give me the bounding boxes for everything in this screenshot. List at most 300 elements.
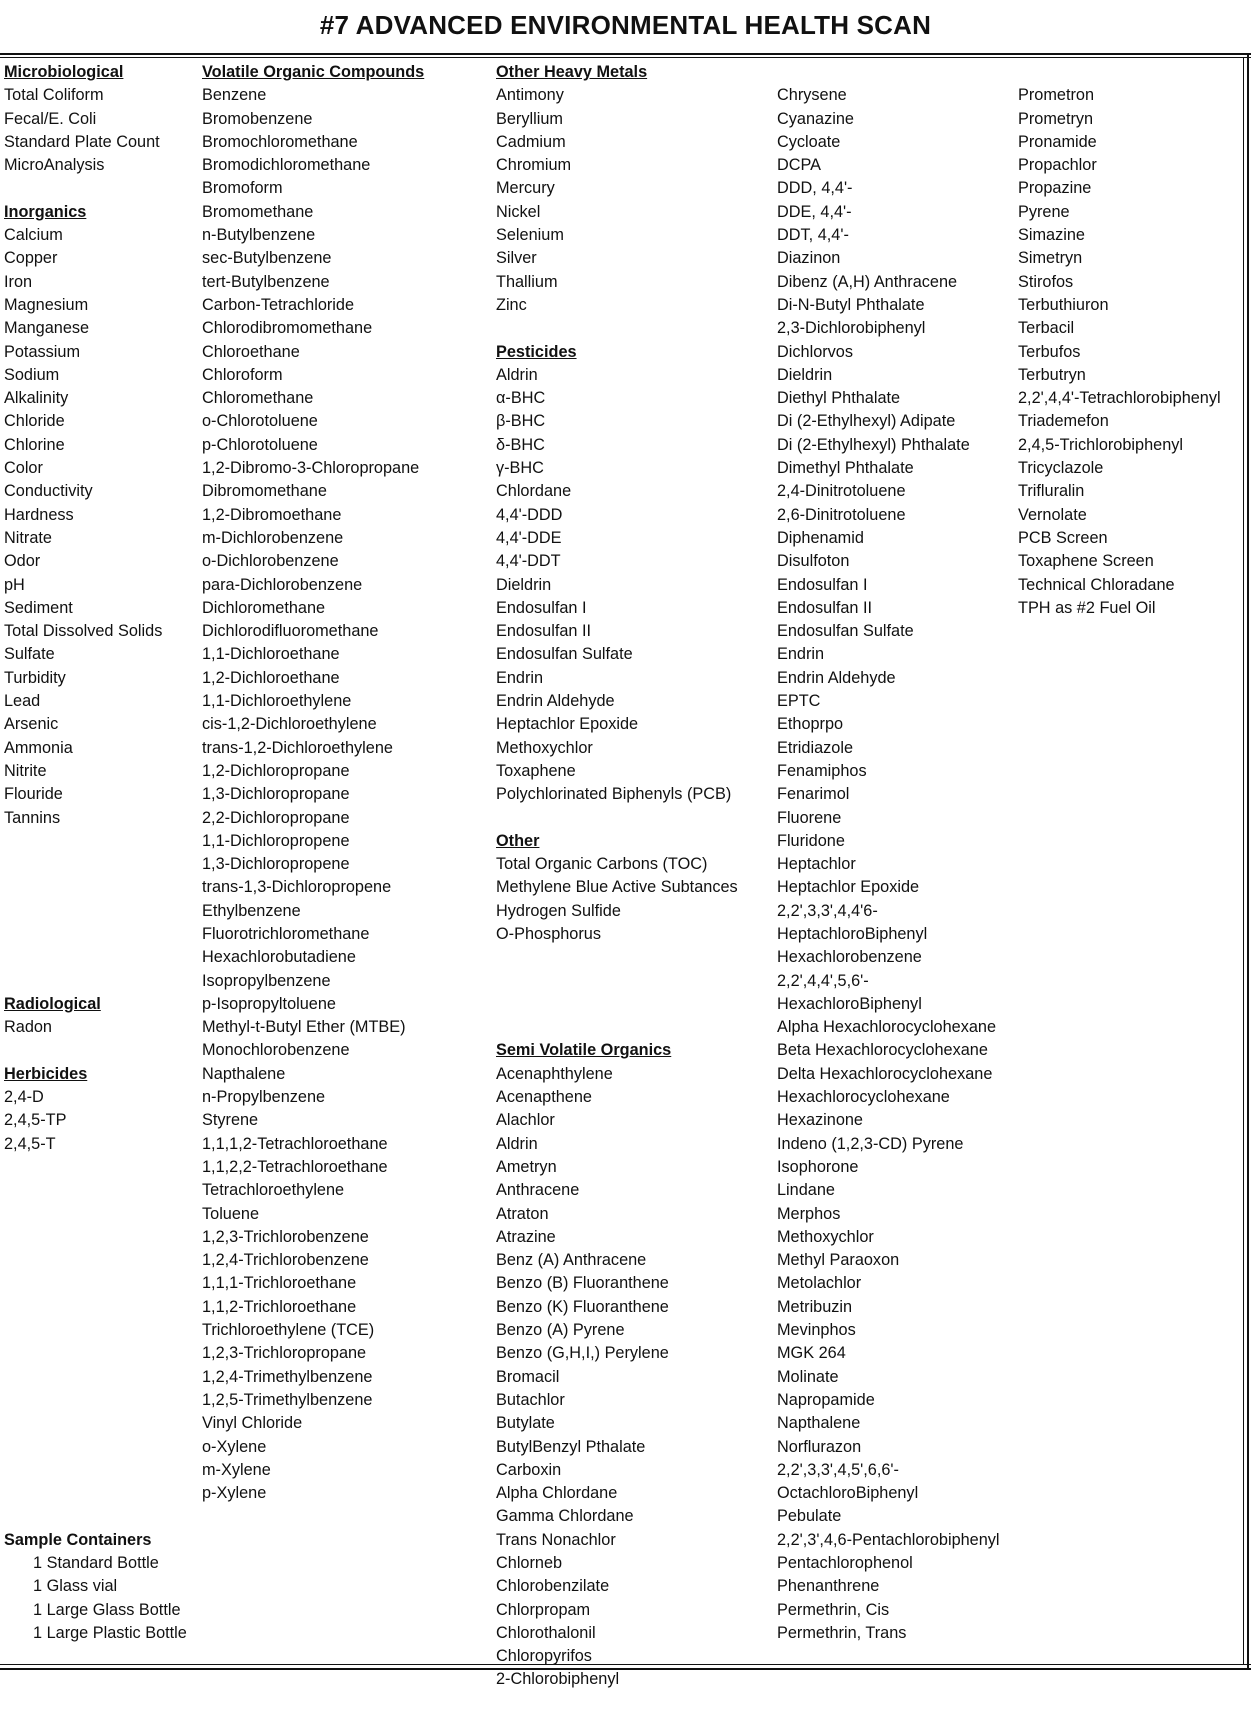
list-item: Ametryn	[496, 1157, 557, 1176]
list-item: 1,2-Dibromo-3-Chloropropane	[202, 459, 420, 478]
spacer-row	[4, 1203, 187, 1226]
list-item: Chlordane	[496, 482, 572, 501]
list-item: Trichloroethylene (TCE)	[202, 1321, 375, 1340]
list-item: m-Dichlorobenzene	[202, 528, 344, 547]
list-item: Vernolate	[1018, 505, 1087, 524]
list-item: 2,2',3,3',4,4'6-	[777, 901, 878, 920]
list-item: sec-Butylbenzene	[202, 249, 332, 268]
list-item: Pronamide	[1018, 132, 1097, 151]
list-item: Tetrachloroethylene	[202, 1181, 345, 1200]
list-item: Heptachlor	[777, 855, 856, 874]
list-item: Alkalinity	[4, 389, 69, 408]
list-item: Fluorotrichloromethane	[202, 924, 370, 943]
section-heading: Inorganics	[4, 202, 87, 221]
list-item: Chlorneb	[496, 1554, 563, 1572]
list-item: Benzo (A) Pyrene	[496, 1321, 625, 1340]
list-item: Endosulfan I	[777, 575, 868, 594]
spacer-row	[4, 830, 187, 853]
spacer-row	[4, 1296, 187, 1319]
list-item: Endosulfan Sulfate	[496, 645, 633, 664]
list-item: Cyanazine	[777, 109, 854, 128]
list-item: Dibenz (A,H) Anthracene	[777, 272, 958, 291]
list-item: o-Dichlorobenzene	[202, 552, 339, 571]
spacer-row	[4, 1249, 187, 1272]
spacer-row	[4, 1436, 187, 1459]
list-item: Ethoprpo	[777, 715, 844, 734]
list-item: Antimony	[496, 86, 564, 105]
list-item: 2,2',4,4',5,6'-	[777, 971, 869, 990]
list-item: trans-1,2-Dichloroethylene	[202, 738, 393, 757]
list-item: trans-1,3-Dichloropropene	[202, 878, 392, 897]
list-item: Odor	[4, 552, 41, 571]
list-item: Turbidity	[4, 668, 66, 687]
list-item: Selenium	[496, 226, 564, 245]
list-item: para-Dichlorobenzene	[202, 575, 363, 594]
list-item: 1,1,2,2-Tetrachloroethane	[202, 1157, 388, 1176]
list-item: Cycloate	[777, 132, 841, 151]
spacer-row	[4, 1505, 187, 1528]
list-item: Bromoform	[202, 179, 283, 198]
list-item: Metribuzin	[777, 1297, 853, 1316]
list-item: 1,1-Dichloroethane	[202, 645, 340, 664]
list-item: 1,3-Dichloropropene	[202, 855, 350, 874]
list-item: o-Xylene	[202, 1437, 267, 1456]
list-item: Sodium	[4, 365, 60, 384]
list-item: 2,2',4,4'-Tetrachlorobiphenyl	[1018, 389, 1221, 408]
list-item: β-BHC	[496, 412, 546, 431]
list-item: Cadmium	[496, 132, 566, 151]
list-item: Flouride	[4, 785, 63, 804]
list-item: p-Chlorotoluene	[202, 435, 318, 454]
spacer-row	[4, 970, 187, 993]
list-item: Vinyl Chloride	[202, 1414, 303, 1433]
list-item: Bromacil	[496, 1367, 560, 1386]
list-item: Chloropyrifos	[496, 1647, 592, 1666]
spacer-row	[4, 876, 187, 899]
list-item: Atraton	[496, 1204, 549, 1223]
list-item: Fenarimol	[777, 785, 850, 804]
list-item: Chromium	[496, 156, 572, 175]
list-item: Stirofos	[1018, 272, 1074, 291]
list-item: 2,4,5-TP	[4, 1111, 67, 1130]
spacer-row	[4, 1272, 187, 1295]
list-item: Nitrite	[4, 761, 47, 780]
list-item: 2,4-D	[4, 1088, 44, 1107]
section-heading: Radiological	[4, 994, 101, 1013]
list-item: Lead	[4, 692, 41, 711]
spacer-row	[496, 807, 738, 830]
list-item: Diazinon	[777, 249, 841, 268]
list-item: Silver	[496, 249, 537, 268]
list-item: Bromobenzene	[202, 109, 313, 128]
list-item: Butachlor	[496, 1390, 565, 1409]
list-item: Fecal/E. Coli	[4, 109, 97, 128]
list-item: Endosulfan Sulfate	[777, 622, 914, 641]
list-item: Acenaphthylene	[496, 1064, 613, 1083]
list-item: HexachloroBiphenyl	[777, 994, 922, 1013]
list-item: 2,2',3,3',4,5',6,6'-	[777, 1460, 899, 1479]
list-item: Potassium	[4, 342, 81, 361]
list-item: Trans Nonachlor	[496, 1530, 616, 1549]
list-item: Calcium	[4, 226, 63, 245]
list-item: Bromochloromethane	[202, 132, 358, 151]
list-item: m-Xylene	[202, 1460, 271, 1479]
list-item: Endosulfan I	[496, 598, 587, 617]
list-item: EPTC	[777, 692, 821, 711]
list-item: Hexachlorobenzene	[777, 948, 922, 967]
list-item: Benzo (G,H,I,) Perylene	[496, 1344, 669, 1363]
list-item: Iron	[4, 272, 33, 291]
list-item: Ethylbenzene	[202, 901, 301, 920]
list-item: tert-Butylbenzene	[202, 272, 330, 291]
spacer-row	[496, 970, 738, 993]
container-item: 1 Large Glass Bottle	[33, 1600, 181, 1619]
list-item: 1,2,3-Trichloropropane	[202, 1344, 367, 1363]
list-item: Benzo (B) Fluoranthene	[496, 1274, 669, 1293]
list-item: Magnesium	[4, 295, 89, 314]
spacer-row	[4, 853, 187, 876]
list-item: 1,1-Dichloropropene	[202, 831, 350, 850]
list-item: Total Coliform	[4, 86, 104, 105]
list-item: Isopropylbenzene	[202, 971, 331, 990]
list-item: pH	[4, 575, 25, 594]
list-item: Nitrate	[4, 528, 52, 547]
list-item: Heptachlor Epoxide	[777, 878, 920, 897]
list-item: Hexachlorocyclohexane	[777, 1088, 950, 1107]
list-item: Pyrene	[1018, 202, 1070, 221]
spacer-row	[4, 1319, 187, 1342]
list-item: Alachlor	[496, 1111, 555, 1130]
list-item: Gamma Chlordane	[496, 1507, 634, 1526]
list-item: Manganese	[4, 319, 90, 338]
list-item: DDE, 4,4'-	[777, 202, 852, 221]
list-item: Bromodichloromethane	[202, 156, 371, 175]
spacer-row	[4, 1179, 187, 1202]
list-item: 1,2,4-Trimethylbenzene	[202, 1367, 373, 1386]
list-item: O-Phosphorus	[496, 924, 601, 943]
list-item: Dichloromethane	[202, 598, 326, 617]
list-item: 2-Chlorobiphenyl	[496, 1670, 620, 1689]
list-item: Endrin Aldehyde	[777, 668, 896, 687]
list-item: Beryllium	[496, 109, 563, 128]
spacer-row	[1018, 61, 1221, 84]
list-item: 2,2-Dichloropropane	[202, 808, 350, 827]
top-border-line	[0, 53, 1251, 55]
section-heading: Semi Volatile Organics	[496, 1041, 672, 1060]
list-item: Chrysene	[777, 86, 847, 105]
list-item: 1,1,1,2-Tetrachloroethane	[202, 1134, 388, 1153]
list-item: Chlorodibromomethane	[202, 319, 373, 338]
list-item: Hydrogen Sulfide	[496, 901, 621, 920]
column-microbiological-inorganics	[4, 61, 187, 1645]
spacer-row	[4, 946, 187, 969]
list-item: Endosulfan II	[496, 622, 592, 641]
list-item: Beta Hexachlorocyclohexane	[777, 1041, 988, 1060]
list-item: Napthalene	[777, 1414, 861, 1433]
list-item: Aldrin	[496, 365, 538, 384]
list-item: 1,2-Dibromoethane	[202, 505, 342, 524]
list-item: Carboxin	[496, 1460, 562, 1479]
list-item: Etridiazole	[777, 738, 854, 757]
spacer-row	[496, 1016, 738, 1039]
list-item: Anthracene	[496, 1181, 580, 1200]
spacer-row	[496, 946, 738, 969]
list-item: Toxaphene	[496, 761, 576, 780]
list-item: Fenamiphos	[777, 761, 867, 780]
list-item: Methylene Blue Active Subtances	[496, 878, 738, 897]
list-item: Diphenamid	[777, 528, 864, 547]
list-item: Trifluralin	[1018, 482, 1085, 501]
list-item: 2,2',3',4,6-Pentachlorobiphenyl	[777, 1530, 1000, 1549]
list-item: Heptachlor Epoxide	[496, 715, 639, 734]
list-item: Conductivity	[4, 482, 93, 501]
right-border-line	[1247, 53, 1249, 1668]
list-item: Isophorone	[777, 1157, 859, 1176]
list-item: Monochlorobenzene	[202, 1041, 350, 1060]
spacer-row	[4, 1342, 187, 1365]
list-item: 1,1,1-Trichloroethane	[202, 1274, 357, 1293]
list-item: Propachlor	[1018, 156, 1097, 175]
list-item: Methyl-t-Butyl Ether (MTBE)	[202, 1018, 406, 1037]
list-item: Chloroform	[202, 365, 283, 384]
list-item: HeptachloroBiphenyl	[777, 924, 928, 943]
list-item: Chloride	[4, 412, 65, 431]
list-item: Atrazine	[496, 1227, 556, 1246]
list-item: Pebulate	[777, 1507, 842, 1526]
column-semi-volatile-continued	[777, 61, 1000, 1645]
list-item: n-Propylbenzene	[202, 1088, 326, 1107]
list-item: Pentachlorophenol	[777, 1554, 913, 1572]
list-item: Lindane	[777, 1181, 835, 1200]
list-item: Arsenic	[4, 715, 59, 734]
list-item: Di (2-Ethylhexyl) Phthalate	[777, 435, 970, 454]
spacer-row	[496, 993, 738, 1016]
list-item: Permethrin, Cis	[777, 1600, 890, 1619]
section-heading: Herbicides	[4, 1064, 88, 1083]
list-item: Copper	[4, 249, 58, 268]
list-item: Terbutryn	[1018, 365, 1086, 384]
list-item: Chlorobenzilate	[496, 1577, 610, 1596]
section-heading: Microbiological	[4, 63, 124, 81]
list-item: Tannins	[4, 808, 61, 827]
list-item: Di-N-Butyl Phthalate	[777, 295, 925, 314]
list-item: Terbufos	[1018, 342, 1081, 361]
list-item: Napthalene	[202, 1064, 286, 1083]
list-item: Dimethyl Phthalate	[777, 459, 914, 478]
list-item: Toxaphene Screen	[1018, 552, 1154, 571]
list-item: Alpha Chlordane	[496, 1484, 618, 1503]
list-item: α-BHC	[496, 389, 546, 408]
list-item: MicroAnalysis	[4, 156, 105, 175]
list-item: Dieldrin	[496, 575, 552, 594]
spacer-row	[4, 923, 187, 946]
list-item: 2,6-Dinitrotoluene	[777, 505, 906, 524]
list-item: TPH as #2 Fuel Oil	[1018, 598, 1156, 617]
list-item: Merphos	[777, 1204, 841, 1223]
list-item: 4,4'-DDD	[496, 505, 563, 524]
list-item: Metolachlor	[777, 1274, 862, 1293]
list-item: Mercury	[496, 179, 555, 198]
list-item: Hexachlorobutadiene	[202, 948, 356, 967]
container-item: 1 Glass vial	[33, 1577, 118, 1596]
spacer-row	[4, 1389, 187, 1412]
list-item: Standard Plate Count	[4, 132, 160, 151]
list-item: Di (2-Ethylhexyl) Adipate	[777, 412, 956, 431]
list-item: Dichlorvos	[777, 342, 854, 361]
spacer-row	[4, 900, 187, 923]
list-item: Methoxychlor	[496, 738, 593, 757]
list-item: Benzene	[202, 86, 267, 105]
list-item: Dichlorodifluoromethane	[202, 622, 379, 641]
list-item: n-Butylbenzene	[202, 226, 316, 245]
list-item: 1,2,4-Trichlorobenzene	[202, 1251, 369, 1270]
list-item: Nickel	[496, 202, 541, 221]
list-item: Chloromethane	[202, 389, 314, 408]
list-item: Disulfoton	[777, 552, 850, 571]
list-item: 4,4'-DDE	[496, 528, 562, 547]
list-item: Technical Chloradane	[1018, 575, 1175, 594]
list-item: OctachloroBiphenyl	[777, 1484, 919, 1503]
list-item: Chlorine	[4, 435, 65, 454]
list-item: ButylBenzyl Pthalate	[496, 1437, 646, 1456]
page-title: #7 ADVANCED ENVIRONMENTAL HEALTH SCAN	[319, 10, 932, 40]
list-item: Hardness	[4, 505, 74, 524]
spacer-row	[4, 1412, 187, 1435]
list-item: Norflurazon	[777, 1437, 862, 1456]
list-item: Permethrin, Trans	[777, 1623, 907, 1642]
spacer-row	[4, 1482, 187, 1505]
list-item: Methyl Paraoxon	[777, 1251, 900, 1270]
list-item: Sediment	[4, 598, 73, 617]
section-heading: Pesticides	[496, 342, 577, 361]
list-item: Endrin	[777, 645, 825, 664]
list-item: Acenapthene	[496, 1088, 592, 1107]
list-item: p-Isopropyltoluene	[202, 994, 336, 1013]
list-item: PCB Screen	[1018, 528, 1108, 547]
list-item: γ-BHC	[496, 459, 544, 478]
list-item: Terbacil	[1018, 319, 1075, 338]
list-item: DDD, 4,4'-	[777, 179, 853, 198]
list-item: 1,1-Dichloroethylene	[202, 692, 352, 711]
section-heading: Volatile Organic Compounds	[202, 63, 425, 81]
list-item: Aldrin	[496, 1134, 538, 1153]
list-item: 4,4'-DDT	[496, 552, 561, 571]
list-item: 2,4-Dinitrotoluene	[777, 482, 906, 501]
spacer-row	[4, 177, 187, 200]
list-item: Propazine	[1018, 179, 1092, 198]
list-item: 1,1,2-Trichloroethane	[202, 1297, 357, 1316]
list-item: Color	[4, 459, 43, 478]
list-item: Bromomethane	[202, 202, 314, 221]
list-item: 1,2-Dichloropropane	[202, 761, 350, 780]
list-item: 1,2,3-Trichlorobenzene	[202, 1227, 369, 1246]
list-item: Butylate	[496, 1414, 555, 1433]
column-volatile-organic-compounds	[202, 61, 424, 1505]
list-item: Dieldrin	[777, 365, 833, 384]
spacer-row	[4, 1226, 187, 1249]
list-item: Mevinphos	[777, 1321, 856, 1340]
list-item: Molinate	[777, 1367, 839, 1386]
list-item: cis-1,2-Dichloroethylene	[202, 715, 377, 734]
list-item: Methoxychlor	[777, 1227, 874, 1246]
list-item: Diethyl Phthalate	[777, 389, 901, 408]
list-item: Alpha Hexachlorocyclohexane	[777, 1018, 997, 1037]
list-item: δ-BHC	[496, 435, 545, 454]
list-item: 1,2,5-Trimethylbenzene	[202, 1390, 373, 1409]
spacer-row	[4, 1366, 187, 1389]
list-item: Terbuthiuron	[1018, 295, 1109, 314]
spacer-row	[4, 1156, 187, 1179]
list-item: Prometryn	[1018, 109, 1094, 128]
list-item: Toluene	[202, 1204, 260, 1223]
list-item: Benz (A) Anthracene	[496, 1251, 647, 1270]
list-item: Simazine	[1018, 226, 1085, 245]
container-item: 1 Large Plastic Bottle	[33, 1623, 187, 1642]
section-heading: Other	[496, 831, 540, 850]
list-item: Chlorothalonil	[496, 1623, 596, 1642]
list-item: Radon	[4, 1018, 52, 1037]
list-item: Zinc	[496, 295, 527, 314]
list-item: MGK 264	[777, 1344, 846, 1363]
list-item: DCPA	[777, 156, 822, 175]
list-item: 1,2-Dichloroethane	[202, 668, 340, 687]
list-item: Napropamide	[777, 1390, 875, 1409]
list-item: p-Xylene	[202, 1484, 267, 1503]
container-item: 1 Standard Bottle	[33, 1554, 159, 1572]
spacer-row	[496, 317, 738, 340]
column-semi-volatile-end	[1018, 61, 1221, 620]
section-heading: Sample Containers	[4, 1530, 152, 1549]
spacer-row	[777, 61, 1000, 84]
list-item: Tricyclazole	[1018, 459, 1104, 478]
spacer-row	[4, 1039, 187, 1062]
top-border-inner-line	[0, 57, 1251, 58]
list-item: o-Chlorotoluene	[202, 412, 318, 431]
section-heading: Other Heavy Metals	[496, 63, 648, 81]
right-border-inner-line	[1243, 57, 1244, 1664]
list-item: Total Dissolved Solids	[4, 622, 163, 641]
list-item: Carbon-Tetrachloride	[202, 295, 355, 314]
list-item: Prometron	[1018, 86, 1095, 105]
list-item: Sulfate	[4, 645, 55, 664]
list-item: Chloroethane	[202, 342, 300, 361]
list-item: Dibromomethane	[202, 482, 327, 501]
list-item: Endrin	[496, 668, 544, 687]
list-item: Fluorene	[777, 808, 842, 827]
list-item: Simetryn	[1018, 249, 1083, 268]
list-item: Indeno (1,2,3-CD) Pyrene	[777, 1134, 964, 1153]
list-item: Total Organic Carbons (TOC)	[496, 855, 708, 874]
list-item: Styrene	[202, 1111, 259, 1130]
list-item: 2,3-Dichlorobiphenyl	[777, 319, 926, 338]
spacer-row	[4, 1459, 187, 1482]
list-item: Triademefon	[1018, 412, 1109, 431]
list-item: Ammonia	[4, 738, 73, 757]
list-item: 2,4,5-T	[4, 1134, 56, 1153]
list-item: DDT, 4,4'-	[777, 226, 849, 245]
list-item: Phenanthrene	[777, 1577, 880, 1596]
list-item: Endosulfan II	[777, 598, 873, 617]
list-item: 2,4,5-Trichlorobiphenyl	[1018, 435, 1184, 454]
list-item: Thallium	[496, 272, 558, 291]
list-item: 1,3-Dichloropropane	[202, 785, 350, 804]
list-item: Polychlorinated Biphenyls (PCB)	[496, 785, 732, 804]
list-item: Endrin Aldehyde	[496, 692, 615, 711]
column-heavy-metals-pesticides	[496, 61, 738, 1692]
list-item: Chlorpropam	[496, 1600, 591, 1619]
list-item: Hexazinone	[777, 1111, 863, 1130]
list-item: Fluridone	[777, 831, 845, 850]
